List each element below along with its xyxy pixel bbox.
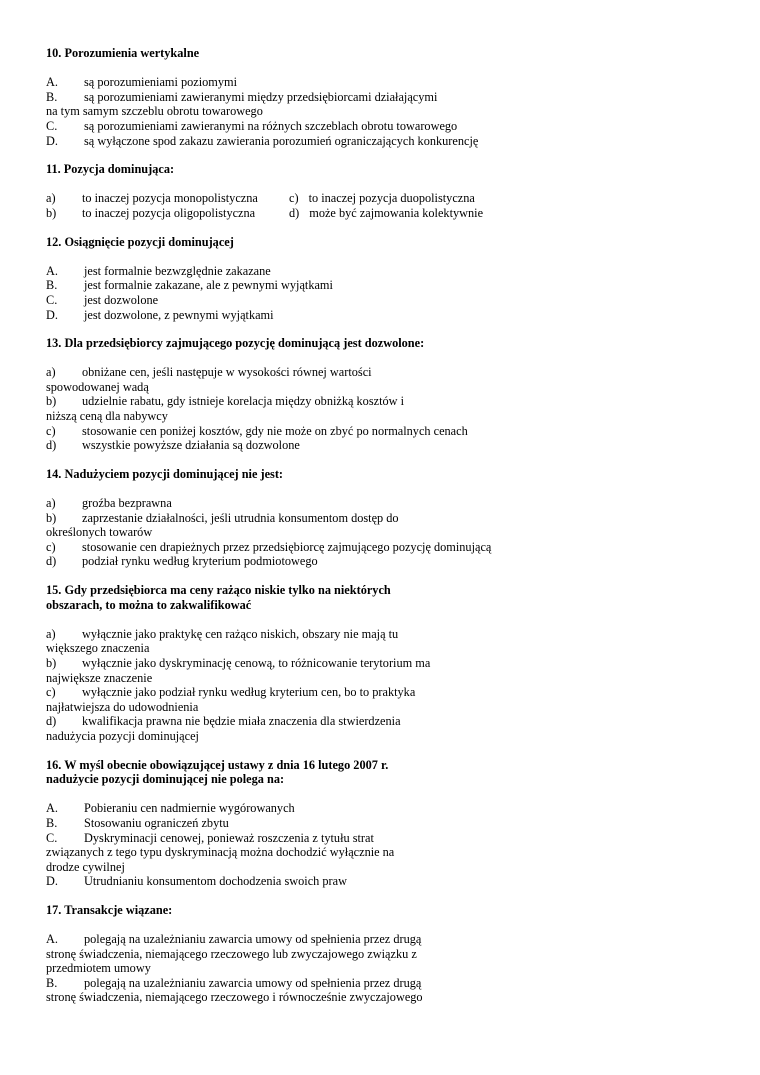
option-label: b) [46, 205, 57, 220]
option-label: B. [46, 89, 58, 104]
option [46, 831, 726, 846]
option [46, 976, 726, 991]
option [46, 438, 726, 453]
option-continuation: na tym samym szczeblu obrotu towarowego [46, 104, 263, 119]
question-15 [46, 583, 726, 744]
option-label: c) [46, 423, 56, 438]
option [46, 365, 726, 380]
option-text: Utrudnianiu konsumentom dochodzenia swoich praw [84, 874, 347, 889]
option-text: to inaczej pozycja duopolistyczna [308, 191, 475, 206]
option-text: kwalifikacja prawna nie będzie miała znaczenia dla stwierdzenia [82, 714, 401, 729]
question-title: 12. Osiągnięcie pozycji dominującej [46, 234, 234, 249]
option [46, 540, 726, 555]
option-continuation: większego znaczenia [46, 641, 150, 656]
question-13 [46, 336, 726, 453]
option-label: B. [46, 815, 58, 830]
option [46, 264, 726, 279]
option-text: wyłącznie jako podział rynku według kryterium cen, bo to praktyka [82, 685, 416, 700]
option [46, 874, 726, 889]
option-continuation: przedmiotem umowy [46, 961, 151, 976]
question-title: 15. Gdy przedsiębiorca ma ceny rażąco niskie tylko na niektórych obszarach, to można to zakwalifikować [46, 583, 391, 612]
option-text: groźba bezprawna [82, 496, 172, 511]
option-label: A. [46, 932, 58, 947]
option-label: A. [46, 75, 58, 90]
option-text: stosowanie cen drapieżnych przez przedsiębiorcę zajmującego pozycję dominującą [82, 539, 492, 554]
option [46, 278, 726, 293]
option [46, 554, 726, 569]
question-title: 13. Dla przedsiębiorcy zajmującego pozycję dominującą jest dozwolone: [46, 336, 425, 351]
option-label: B. [46, 278, 58, 293]
option-continuation: określonych towarów [46, 525, 153, 540]
option [46, 191, 289, 206]
option-label: D. [46, 874, 58, 889]
option-label: A. [46, 263, 58, 278]
option-text: Stosowaniu ograniczeń zbytu [84, 815, 229, 830]
option-label: c) [46, 539, 56, 554]
option-text: jest dozwolone, z pewnymi wyjątkami [84, 307, 274, 322]
option [46, 627, 726, 642]
option [46, 75, 726, 90]
option [46, 656, 726, 671]
document-page [46, 46, 726, 1019]
option-continuation: spowodowanej wadą [46, 379, 149, 394]
option-text: to inaczej pozycja oligopolistyczna [82, 205, 256, 220]
option-text: to inaczej pozycja monopolistyczna [82, 191, 258, 206]
option-label: a) [46, 626, 56, 641]
question-10 [46, 46, 726, 148]
option [46, 424, 726, 439]
question-11 [46, 162, 726, 220]
option-label: C. [46, 118, 58, 133]
option [46, 932, 726, 947]
option-label: a) [46, 365, 56, 380]
option-continuation: największe znaczenie [46, 670, 153, 685]
question-14 [46, 467, 726, 569]
option-label: C. [46, 830, 58, 845]
option-continuation: najłatwiejsza do udowodnienia [46, 699, 199, 714]
option [289, 206, 483, 221]
option-text: wszystkie powyższe działania są dozwolone [82, 438, 300, 453]
option-label: d) [46, 438, 57, 453]
option [289, 191, 475, 206]
question-title: 16. W myśl obecnie obowiązującej ustawy z dnia 16 lutego 2007 r. nadużycie pozycji dominującej nie polega na: [46, 757, 389, 787]
option-continuation: stronę świadczenia, niemającego rzeczowego lub zwyczajowego związku z [46, 946, 417, 961]
option-text: polegają na uzależnianiu zawarcia umowy od spełnienia przez drugą [84, 975, 422, 990]
option-text: udzielnie rabatu, gdy istnieje korelacja między obniżką kosztów i [82, 394, 405, 409]
option-text: jest formalnie zakazane, ale z pewnymi wyjątkami [84, 278, 333, 293]
option-label: b) [46, 394, 57, 409]
question-12 [46, 235, 726, 323]
option [46, 511, 726, 526]
option [46, 308, 726, 323]
option-list [46, 75, 726, 148]
option-text: są porozumieniami zawieranymi między przedsiębiorcami działającymi [84, 89, 438, 104]
option [46, 119, 726, 134]
option-label: B. [46, 975, 58, 990]
option-continuation: nadużycia pozycji dominującej [46, 728, 199, 743]
question-title: 14. Nadużyciem pozycji dominującej nie jest: [46, 466, 284, 481]
option-label: C. [46, 292, 58, 307]
option [46, 293, 726, 308]
option-label: d) [289, 205, 300, 220]
option [46, 801, 726, 816]
option-text: obniżane cen, jeśli następuje w wysokości równej wartości [82, 365, 372, 380]
question-title: 17. Transakcje wiązane: [46, 902, 173, 917]
option-label: c) [289, 191, 299, 206]
option-label: c) [46, 685, 56, 700]
option [46, 685, 726, 700]
option [46, 206, 289, 221]
option-text: Dyskryminacji cenowej, ponieważ roszczenia z tytułu strat [84, 830, 374, 845]
option [46, 714, 726, 729]
option-continuation: drodze cywilnej [46, 859, 125, 874]
option-text: są porozumieniami poziomymi [84, 75, 237, 90]
option-text: wyłącznie jako praktykę cen rażąco niskich, obszary nie mają tu [82, 626, 399, 641]
option [46, 134, 726, 149]
option-row [46, 206, 726, 221]
option-label: a) [46, 191, 56, 206]
option [46, 90, 726, 105]
option-text: podział rynku według kryterium podmiotowego [82, 554, 318, 569]
option-text: są porozumieniami zawieranymi na różnych szczeblach obrotu towarowego [84, 118, 458, 133]
option-text: może być zajmowania kolektywnie [309, 205, 484, 220]
option-text: jest dozwolone [84, 292, 159, 307]
question-title: 10. Porozumienia wertykalne [46, 46, 200, 60]
option-label: D. [46, 133, 58, 148]
option [46, 816, 726, 831]
option-label: a) [46, 496, 56, 511]
option [46, 496, 726, 511]
option-label: b) [46, 510, 57, 525]
option-label: A. [46, 801, 58, 816]
option-text: Pobieraniu cen nadmiernie wygórowanych [84, 801, 295, 816]
option-text: jest formalnie bezwzględnie zakazane [84, 263, 271, 278]
question-16 [46, 758, 726, 889]
option-text: zaprzestanie działalności, jeśli utrudnia konsumentom dostęp do [82, 510, 399, 525]
option-text: polegają na uzależnianiu zawarcia umowy od spełnienia przez drugą [84, 932, 422, 947]
question-title: 11. Pozycja dominująca: [46, 162, 175, 177]
option-continuation: stronę świadczenia, niemającego rzeczowego i równocześnie zwyczajowego [46, 990, 423, 1005]
option-label: d) [46, 554, 57, 569]
option-label: D. [46, 307, 58, 322]
option-row [46, 191, 726, 206]
option-continuation: niższą ceną dla nabywcy [46, 409, 168, 424]
option [46, 394, 726, 409]
option-label: d) [46, 714, 57, 729]
option-text: wyłącznie jako dyskryminację cenową, to różnicowanie terytorium ma [82, 655, 431, 670]
option-continuation: związanych z tego typu dyskryminacją można dochodzić wyłącznie na [46, 845, 395, 860]
question-17 [46, 903, 726, 1005]
option-text: są wyłączone spod zakazu zawierania porozumień ograniczających konkurencję [84, 133, 479, 148]
option-text: stosowanie cen poniżej kosztów, gdy nie może on zbyć po normalnych cenach [82, 423, 468, 438]
option-label: b) [46, 655, 57, 670]
